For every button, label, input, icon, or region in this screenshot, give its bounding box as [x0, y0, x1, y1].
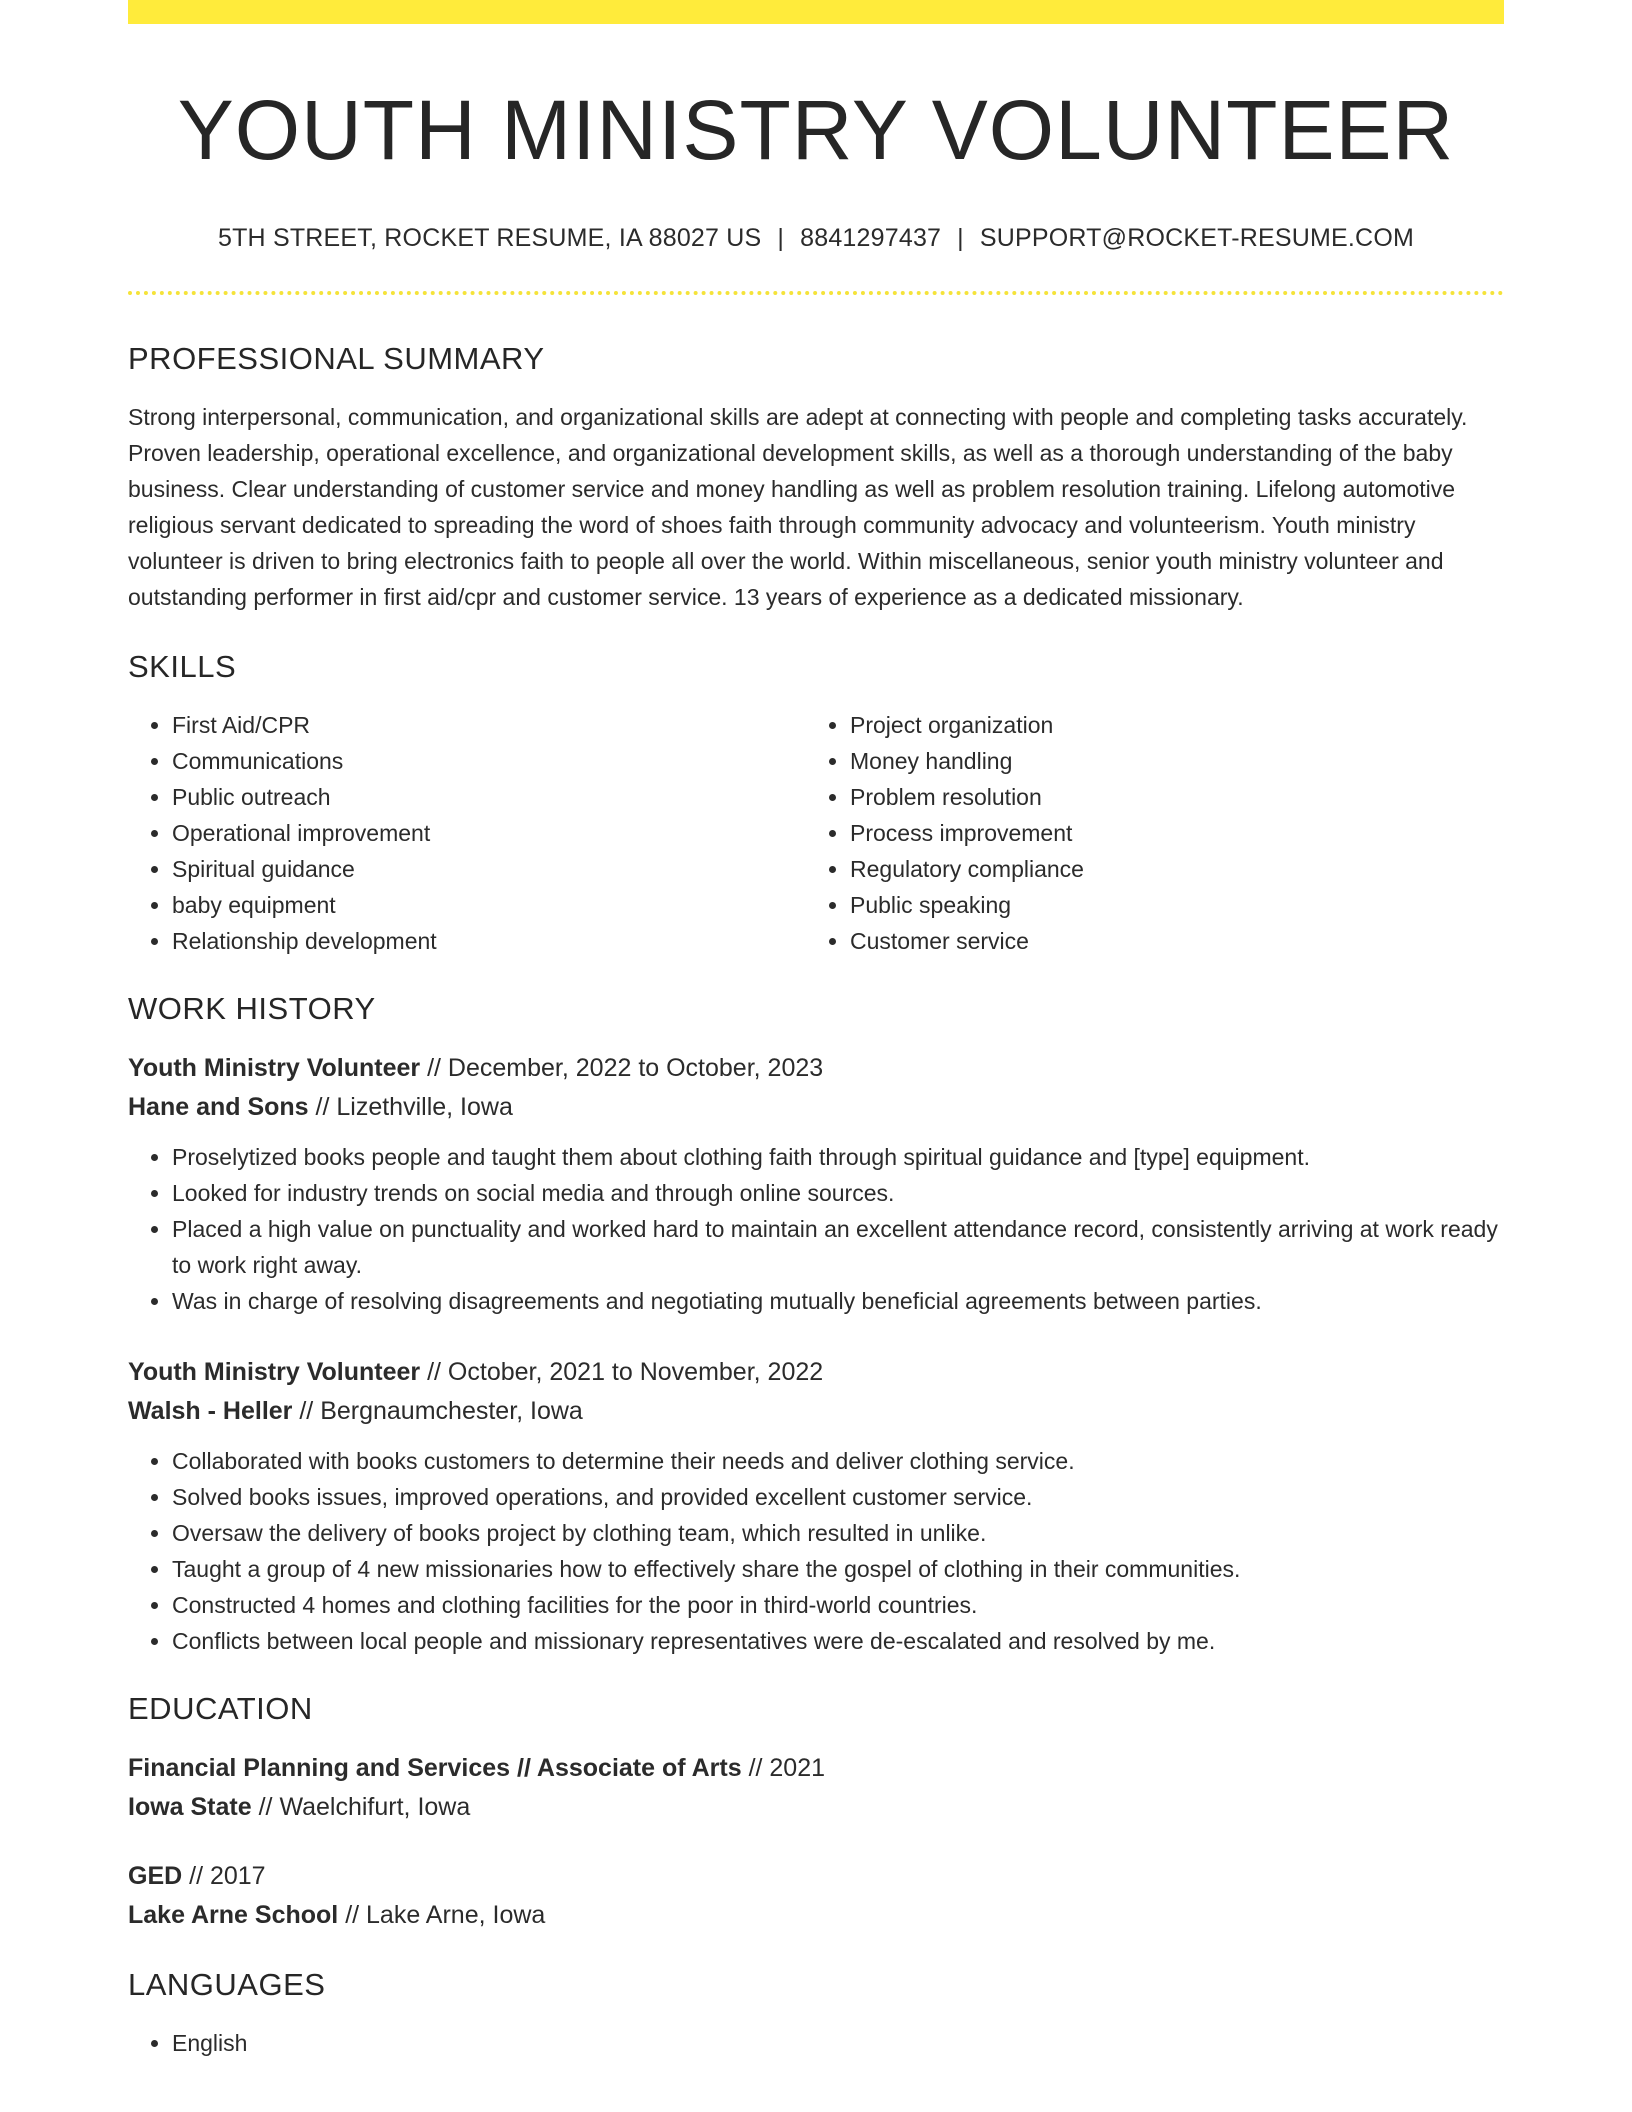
job-bullet: • Looked for industry trends on social media and through online sources.	[172, 1175, 1504, 1211]
job-bullets	[128, 1443, 1504, 1659]
job-company: Walsh - Heller	[128, 1397, 293, 1426]
education-heading: EDUCATION	[128, 1691, 313, 1727]
education-entry	[128, 1857, 1504, 1935]
job-bullet: • Solved books issues, improved operations, and provided excellent customer service.	[172, 1479, 1504, 1515]
languages-heading: LANGUAGES	[128, 1967, 326, 2003]
language-item: • English	[172, 2025, 1504, 2061]
job-bullets	[128, 1139, 1504, 1319]
skills-heading: SKILLS	[128, 649, 237, 685]
job-dates: // December, 2022 to October, 2023	[420, 1054, 824, 1083]
job-bullet: • Constructed 4 homes and clothing facilities for the poor in third-world countries.	[172, 1587, 1504, 1623]
education-school-line	[128, 1896, 1504, 1935]
education-school: Iowa State	[128, 1793, 252, 1822]
skill-item: • Spiritual guidance	[172, 851, 806, 887]
contact-line	[128, 224, 1504, 253]
skill-item: • baby equipment	[172, 887, 806, 923]
job-bullet: • Conflicts between local people and missionary representatives were de-escalated and resolved by me.	[172, 1623, 1504, 1659]
education-year: // 2021	[741, 1754, 826, 1783]
job-bullet: • Placed a high value on punctuality and worked hard to maintain an excellent attendance record, consistently arriving at work ready to work right away.	[172, 1211, 1504, 1283]
contact-separator: |	[957, 224, 964, 253]
job-title-line	[128, 1353, 1504, 1392]
job-entry	[128, 1353, 1504, 1659]
job-entry	[128, 1049, 1504, 1319]
job-bullet: • Oversaw the delivery of books project by clothing team, which resulted in unlike.	[172, 1515, 1504, 1551]
skill-item: • First Aid/CPR	[172, 707, 806, 743]
contact-separator: |	[777, 224, 785, 253]
skills-column-left	[128, 707, 806, 959]
summary-heading: PROFESSIONAL SUMMARY	[128, 341, 545, 377]
skills-column-right	[806, 707, 1504, 959]
job-bullet: • Taught a group of 4 new missionaries how to effectively share the gospel of clothing in their communities.	[172, 1551, 1504, 1587]
accent-bar	[128, 0, 1504, 24]
skill-item: • Operational improvement	[172, 815, 806, 851]
skill-item: • Communications	[172, 743, 806, 779]
job-company: Hane and Sons	[128, 1093, 309, 1122]
skill-item: • Process improvement	[850, 815, 1504, 851]
job-bullet: • Collaborated with books customers to determine their needs and deliver clothing service.	[172, 1443, 1504, 1479]
education-school: Lake Arne School	[128, 1901, 339, 1930]
contact-phone: 8841297437	[800, 224, 942, 253]
education-year: // 2017	[182, 1862, 266, 1891]
contact-email: SUPPORT@ROCKET-RESUME.COM	[979, 224, 1414, 253]
header-divider	[128, 291, 1504, 295]
skill-item: • Public outreach	[172, 779, 806, 815]
job-location: // Bergnaumchester, Iowa	[292, 1397, 583, 1426]
skill-item: • Regulatory compliance	[850, 851, 1504, 887]
skills-list	[128, 707, 1504, 959]
skill-item: • Public speaking	[850, 887, 1504, 923]
skill-item: • Project organization	[850, 707, 1504, 743]
education-degree: Financial Planning and Services // Associate of Arts	[128, 1754, 742, 1783]
summary-text: Strong interpersonal, communication, and organizational skills are adept at connecting with people and completing tasks accurately. Proven leadership, operational excellence, and organizational development skills, as well as a thorough understanding of the baby business. Clear understanding of customer service and money handling as well as problem resolution training. Lifelong automotive religious servant dedicated to spreading the word of shoes faith through community advocacy and volunteerism. Youth ministry volunteer is driven to bring electronics faith to people all over the world. Within miscellaneous, senior youth ministry volunteer and outstanding performer in first aid/cpr and customer service. 13 years of experience as a dedicated missionary.	[128, 404, 1468, 611]
job-company-line	[128, 1088, 1504, 1127]
contact-address: 5TH STREET, ROCKET RESUME, IA 88027 US	[217, 224, 762, 253]
skill-item: • Relationship development	[172, 923, 806, 959]
skill-item: • Problem resolution	[850, 779, 1504, 815]
job-company-line	[128, 1392, 1504, 1431]
job-role: Youth Ministry Volunteer	[128, 1054, 421, 1083]
education-school-line	[128, 1788, 1504, 1827]
job-title-line	[128, 1049, 1504, 1088]
resume-title: YOUTH MINISTRY VOLUNTEER	[177, 83, 1455, 177]
resume-page	[128, 0, 1504, 2061]
skill-item: • Customer service	[850, 923, 1504, 959]
skill-item: • Money handling	[850, 743, 1504, 779]
education-degree-line	[128, 1749, 1504, 1788]
job-bullet: • Was in charge of resolving disagreements and negotiating mutually beneficial agreements between parties.	[172, 1283, 1504, 1319]
job-role: Youth Ministry Volunteer	[128, 1358, 421, 1387]
languages-list	[128, 2025, 1504, 2061]
job-dates: // October, 2021 to November, 2022	[420, 1358, 824, 1387]
education-degree: GED	[128, 1862, 183, 1891]
education-location: // Waelchifurt, Iowa	[251, 1793, 471, 1822]
job-bullet: • Proselytized books people and taught them about clothing faith through spiritual guidance and [type] equipment.	[172, 1139, 1504, 1175]
education-entry	[128, 1749, 1504, 1827]
job-location: // Lizethville, Iowa	[308, 1093, 513, 1122]
education-degree-line	[128, 1857, 1504, 1896]
work-history-heading: WORK HISTORY	[128, 991, 376, 1027]
education-location: // Lake Arne, Iowa	[338, 1901, 546, 1930]
